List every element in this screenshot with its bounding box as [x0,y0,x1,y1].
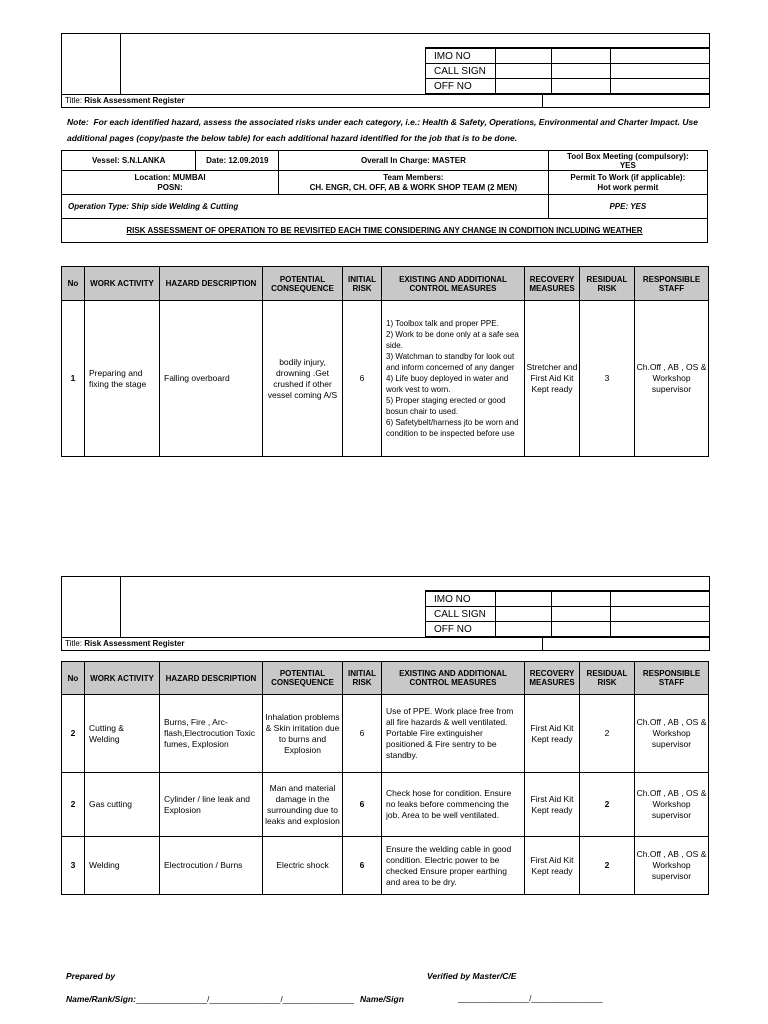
toolbox-meeting-cell [548,151,707,171]
risk-table-1 [61,266,709,457]
call-sign-label: CALL SIGN [426,64,496,79]
page-title: Risk Assessment Register [84,96,185,105]
row-no: 1 [62,301,85,457]
title-row-divider [542,638,543,650]
title-prefix: Title: [65,639,83,648]
operation-type-cell: Operation Type: Ship side Welding & Cutting [62,195,549,219]
row-initial-risk: 6 [343,773,382,837]
toolbox-label: Tool Box Meeting (compulsory): [567,151,689,161]
row-activity: Welding [85,837,160,895]
row-responsible: Ch.Off , AB , OS & Workshop supervisor [635,773,709,837]
control-item: 4) Life buoy deployed in water and work vest to worn. [386,374,509,394]
row-residual-risk: 3 [580,301,635,457]
row-recovery: First Aid Kit Kept ready [525,837,580,895]
table-row [62,773,709,837]
location: Location: MUMBAI [134,172,206,182]
call-sign-label: CALL SIGN [426,607,496,622]
row-consequence: Inhalation problems & Skin irritation due to burns and Explosion [263,695,343,773]
note [67,114,707,146]
off-no-label: OFF NO [426,622,496,637]
date-cell: Date: 12.09.2019 [196,151,279,171]
row-control-measures: Use of PPE. Work place free from all fire hazards & well ventilated. Portable Fire extinguisher positioned & Fire sentry to be standby. [382,695,525,773]
control-item: 2) Work to be done only at a safe sea side. [386,330,519,350]
row-recovery: First Aid Kit Kept ready [525,773,580,837]
off-no-label: OFF NO [426,79,496,94]
permit-label: Permit To Work (if applicable): [570,172,686,182]
prepared-signature-line: ________________/________________/________________ [135,995,354,1004]
table-header-row [62,267,709,301]
control-item: 6) Safetybelt/harness jto be worn and condition to be inspected before use [386,418,519,438]
ppe-cell: PPE: YES [548,195,707,219]
row-initial-risk: 6 [343,837,382,895]
row-responsible: Ch.Off , AB , OS & Workshop supervisor [635,695,709,773]
table-header-row [62,662,709,695]
control-item: 1) Toolbox talk and proper PPE. [386,319,499,328]
note-label: Note: [67,117,89,127]
row-residual-risk: 2 [580,695,635,773]
col-recovery: RECOVERY MEASURES [525,662,580,695]
row-control-measures: Ensure the welding cable in good condition. Electric power to be checked Ensure proper earthing and area to be dry. [382,837,525,895]
vessel-id-table [425,48,709,94]
row-consequence: Man and material damage in the surrounding due to leaks and explosion [263,773,343,837]
row-hazard: Electrocution / Burns [160,837,263,895]
col-consequence: POTENTIAL CONSEQUENCE [263,662,343,695]
logo-cell-divider [120,577,121,638]
row-no: 2 [62,695,85,773]
vessel-cell: Vessel: S.N.LANKA [62,151,196,171]
table-row [62,695,709,773]
risk-table-2 [61,661,709,895]
name-rank-sign-label: Name/Rank/Sign: [66,994,136,1004]
col-control-measures: EXISTING AND ADDITIONAL CONTROL MEASURES [382,267,525,301]
control-item: 5) Proper staging erected or good bosun chair to used. [386,396,506,416]
toolbox-value: YES [619,160,636,170]
permit-value: Hot work permit [597,182,659,192]
table-row [62,837,709,895]
posn: POSN: [157,182,183,192]
col-no: No [62,662,85,695]
title-row-divider [542,95,543,107]
verified-by-label: Verified by Master/C/E [427,971,517,981]
title-row [62,637,709,650]
col-residual-risk: RESIDUAL RISK [580,267,635,301]
row-residual-risk: 2 [580,773,635,837]
col-responsible: RESPONSIBLE STAFF [635,267,709,301]
col-work-activity: WORK ACTIVITY [85,662,160,695]
prepared-signature-row [66,994,354,1004]
permit-to-work-cell [548,171,707,195]
header-box-2 [61,576,710,651]
row-control-measures [382,301,525,457]
row-residual-risk: 2 [580,837,635,895]
team-members-cell [279,171,549,195]
col-control-measures: EXISTING AND ADDITIONAL CONTROL MEASURES [382,662,525,695]
row-hazard: Falling overboard [160,301,263,457]
revisit-notice: RISK ASSESSMENT OF OPERATION TO BE REVISITED EACH TIME CONSIDERING ANY CHANGE IN CONDITION INCLUDING WEATHER [62,219,708,243]
col-recovery: RECOVERY MEASURES [525,267,580,301]
col-initial-risk: INITIAL RISK [343,662,382,695]
page-title: Risk Assessment Register [84,639,185,648]
col-initial-risk: INITIAL RISK [343,267,382,301]
col-work-activity: WORK ACTIVITY [85,267,160,301]
col-consequence: POTENTIAL CONSEQUENCE [263,267,343,301]
row-initial-risk: 6 [343,301,382,457]
imo-label: IMO NO [426,49,496,64]
overall-in-charge-cell: Overall In Charge: MASTER [279,151,549,171]
location-cell [62,171,279,195]
control-item: 3) Watchman to standby for look out and inform concerned of any danger [386,352,515,372]
col-responsible: RESPONSIBLE STAFF [635,662,709,695]
team-value: CH. ENGR, CH. OFF, AB & WORK SHOP TEAM (2 MEN) [309,182,518,192]
imo-label: IMO NO [426,592,496,607]
col-hazard: HAZARD DESCRIPTION [160,662,263,695]
row-hazard: Cylinder / line leak and Explosion [160,773,263,837]
team-label: Team Members: [383,172,444,182]
row-activity: Preparing and fixing the stage [85,301,160,457]
row-responsible: Ch.Off , AB , OS & Workshop supervisor [635,301,709,457]
row-no: 3 [62,837,85,895]
prepared-by-label: Prepared by [66,971,116,981]
operation-info-table [61,150,708,243]
title-prefix: Title: [65,96,83,105]
title-row [62,94,709,107]
row-hazard: Burns, Fire , Arc-flash,Electrocution Toxic fumes, Explosion [160,695,263,773]
row-no: 2 [62,773,85,837]
logo-cell-divider [120,34,121,95]
note-text: For each identified hazard, assess the associated risks under each category, i.e.: Health & Safety, Operations, Environmental and Charter Impact. Use additional pages (copy/paste the below table) for each additional hazard identified for the job that is to be done. [67,117,698,143]
row-recovery: Stretcher and First Aid Kit Kept ready [525,301,580,457]
row-consequence: Electric shock [263,837,343,895]
vessel-id-table [425,591,709,637]
col-no: No [62,267,85,301]
row-recovery: First Aid Kit Kept ready [525,695,580,773]
col-residual-risk: RESIDUAL RISK [580,662,635,695]
name-sign-label: Name/Sign [360,994,404,1004]
col-hazard: HAZARD DESCRIPTION [160,267,263,301]
row-consequence: bodily injury, drowning .Get crushed if other vessel coming A/S [263,301,343,457]
row-responsible: Ch.Off , AB , OS & Workshop supervisor [635,837,709,895]
row-control-measures: Check hose for condition. Ensure no leaks before commencing the job. Area to be well ventilated. [382,773,525,837]
header-box-1 [61,33,710,108]
verified-signature-line: ________________/________________ [458,994,603,1003]
row-activity: Cutting & Welding [85,695,160,773]
table-row [62,301,709,457]
row-initial-risk: 6 [343,695,382,773]
row-activity: Gas cutting [85,773,160,837]
